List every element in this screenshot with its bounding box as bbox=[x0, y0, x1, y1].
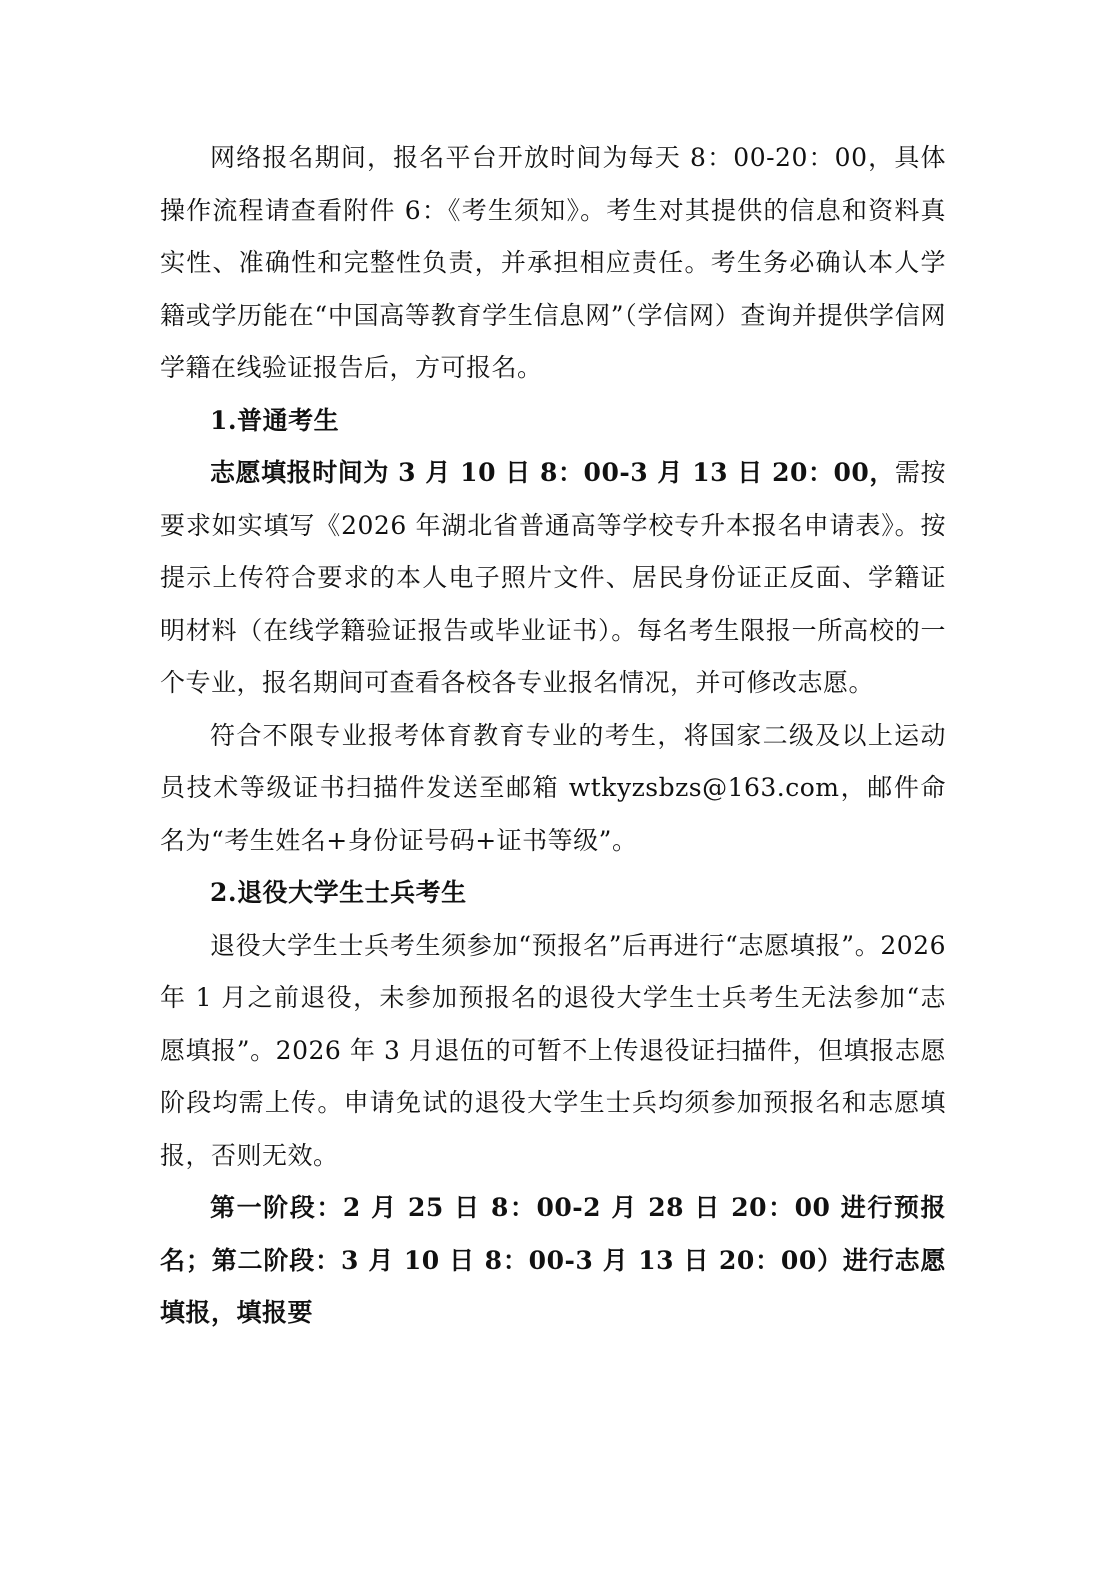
section1-heading: 1.普通考生 bbox=[210, 405, 340, 435]
section1-paragraph-1 bbox=[160, 447, 946, 710]
intro-paragraph: 网络报名期间，报名平台开放时间为每天 8：00-20：00，具体操作流程请查看附件 6：《考生须知》。考生对其提供的信息和资料真实性、准确性和完整性负责，并承担相应责任。考生务必确认本人学籍或学历能在“中国高等教育学生信息网”（学信网）查询并提供学信网学籍在线验证报告后，方可报名。 bbox=[160, 143, 946, 382]
section2-heading: 2.退役大学生士兵考生 bbox=[210, 878, 467, 907]
document-body bbox=[160, 132, 946, 1340]
section2-paragraph-2: 第一阶段：2 月 25 日 8：00-2 月 28 日 20：00 进行预报名；第二阶段：3 月 10 日 8：00-3 月 13 日 20：00）进行志愿填报，填报要 bbox=[160, 1193, 946, 1327]
section2-paragraph-1: 退役大学生士兵考生须参加“预报名”后再进行“志愿填报”。2026 年 1 月之前退役，未参加预报名的退役大学生士兵考生无法参加“志愿填报”。2026 年 3 月退伍的可暂不上传退役证扫描件，但填报志愿阶段均需上传。申请免试的退役大学生士兵均须参加预报名和志愿填报，否则无效。 bbox=[160, 930, 946, 1170]
section1-instructions: 需按要求如实填写《2026 年湖北省普通高等学校专升本报名申请表》。按提示上传符合要求的本人电子照片文件、居民身份证正反面、学籍证明材料（在线学籍验证报告或毕业证书）。每名考生限报一所高校的一个专业，报名期间可查看各校各专业报名情况，并可修改志愿。 bbox=[160, 458, 946, 697]
section1-paragraph-2: 符合不限专业报考体育教育专业的考生，将国家二级及以上运动员技术等级证书扫描件发送至邮箱 wtkyzsbzs@163.com，邮件命名为“考生姓名+身份证号码+证书等级”。 bbox=[160, 720, 946, 855]
section1-timeframe: 志愿填报时间为 3 月 10 日 8：00-3 月 13 日 20：00， bbox=[210, 458, 895, 487]
